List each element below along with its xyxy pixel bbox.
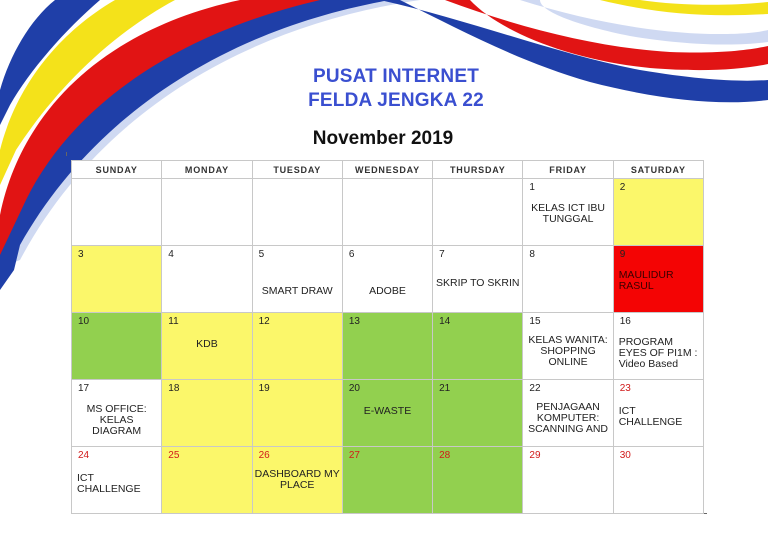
day-number: 1 bbox=[529, 182, 535, 193]
day-number: 30 bbox=[619, 450, 631, 461]
event-label: KELAS ICT IBU TUNGGAL bbox=[531, 202, 605, 225]
day-number: 23 bbox=[619, 383, 631, 394]
event-label: KDB bbox=[196, 338, 218, 350]
day-number: 22 bbox=[529, 383, 541, 394]
day-number: 26 bbox=[258, 450, 270, 461]
day-cell-23 bbox=[613, 380, 703, 447]
month-title: November 2019 bbox=[312, 128, 454, 149]
day-number: 17 bbox=[78, 383, 90, 394]
day-cell-24 bbox=[72, 447, 162, 514]
day-cell-9 bbox=[613, 246, 703, 313]
day-cell-27 bbox=[342, 447, 432, 514]
day-number: 27 bbox=[348, 450, 360, 461]
weekday-friday: FRIDAY bbox=[523, 161, 613, 179]
event-label: MAULIDUR RASUL bbox=[618, 269, 674, 292]
day-number: 20 bbox=[348, 383, 360, 394]
event-label: SMART DRAW bbox=[261, 285, 333, 297]
day-number: 7 bbox=[439, 249, 445, 260]
empty-day-cell bbox=[162, 179, 252, 246]
empty-day-cell bbox=[342, 179, 432, 246]
day-cell-29 bbox=[523, 447, 613, 514]
day-number: 5 bbox=[258, 249, 265, 260]
day-cell-1 bbox=[523, 179, 613, 246]
day-cell-28 bbox=[433, 447, 523, 514]
day-number: 4 bbox=[168, 249, 174, 260]
calendar-week-row bbox=[72, 179, 704, 246]
weekday-monday: MONDAY bbox=[162, 161, 252, 179]
calendar-grid bbox=[71, 160, 704, 514]
day-number: 21 bbox=[439, 383, 451, 394]
day-number: 9 bbox=[619, 249, 626, 260]
day-cell-8 bbox=[523, 246, 613, 313]
day-cell-3 bbox=[72, 246, 162, 313]
day-number: 11 bbox=[168, 316, 179, 327]
weekday-saturday: SATURDAY bbox=[613, 161, 703, 179]
day-cell-20 bbox=[342, 380, 432, 447]
day-number: 25 bbox=[168, 450, 180, 461]
crop-mark bbox=[66, 152, 71, 156]
event-label: MS OFFICE: KELAS DIAGRAM bbox=[86, 403, 147, 437]
day-number: 2 bbox=[619, 182, 626, 193]
calendar-week-row bbox=[72, 313, 704, 380]
day-cell-7 bbox=[433, 246, 523, 313]
day-number: 13 bbox=[348, 316, 360, 327]
empty-day-cell bbox=[433, 179, 523, 246]
day-number: 28 bbox=[439, 450, 451, 461]
day-number: 3 bbox=[78, 249, 84, 260]
day-number: 15 bbox=[529, 316, 541, 327]
day-cell-30 bbox=[613, 447, 703, 514]
day-cell-4 bbox=[162, 246, 252, 313]
empty-day-cell bbox=[72, 179, 162, 246]
day-cell-5 bbox=[252, 246, 342, 313]
event-label: ADOBE bbox=[369, 285, 406, 297]
day-cell-16 bbox=[613, 313, 703, 380]
weekday-sunday: SUNDAY bbox=[72, 161, 162, 179]
weekday-header-row bbox=[72, 161, 704, 179]
day-number: 14 bbox=[439, 316, 451, 327]
day-cell-18 bbox=[162, 380, 252, 447]
event-label: PROGRAM EYES OF PI1M : Video Based bbox=[618, 336, 698, 370]
empty-day-cell bbox=[252, 179, 342, 246]
event-label: PENJAGAAN KOMPUTER: SCANNING AND bbox=[528, 401, 609, 435]
day-number: 12 bbox=[258, 316, 270, 327]
day-number: 18 bbox=[168, 383, 180, 394]
centre-location-title: FELDA JENGKA 22 bbox=[308, 90, 484, 111]
day-number: 10 bbox=[78, 316, 90, 327]
event-label: ICT CHALLENGE bbox=[618, 405, 683, 428]
day-cell-10 bbox=[72, 313, 162, 380]
event-label: SKRIP TO SKRIN bbox=[436, 277, 520, 289]
event-label: E-WASTE bbox=[363, 405, 412, 417]
event-label: KELAS WANITA: SHOPPING ONLINE bbox=[528, 334, 608, 368]
day-cell-19 bbox=[252, 380, 342, 447]
day-cell-25 bbox=[162, 447, 252, 514]
day-cell-11 bbox=[162, 313, 252, 380]
day-number: 8 bbox=[529, 249, 535, 260]
day-cell-17 bbox=[72, 380, 162, 447]
day-number: 24 bbox=[78, 450, 90, 461]
weekday-tuesday: TUESDAY bbox=[252, 161, 342, 179]
calendar-week-row bbox=[72, 380, 704, 447]
day-number: 16 bbox=[619, 316, 631, 327]
day-cell-2 bbox=[613, 179, 703, 246]
weekday-wednesday: WEDNESDAY bbox=[342, 161, 432, 179]
event-label: ICT CHALLENGE bbox=[77, 472, 141, 495]
day-cell-22 bbox=[523, 380, 613, 447]
crop-mark bbox=[704, 513, 707, 514]
day-number: 19 bbox=[258, 383, 270, 394]
day-cell-26 bbox=[252, 447, 342, 514]
day-cell-15 bbox=[523, 313, 613, 380]
centre-name-title: PUSAT INTERNET bbox=[312, 66, 480, 87]
event-label: DASHBOARD MY PLACE bbox=[254, 468, 340, 491]
day-cell-12 bbox=[252, 313, 342, 380]
calendar-week-row bbox=[72, 447, 704, 514]
day-cell-13 bbox=[342, 313, 432, 380]
day-number: 6 bbox=[348, 249, 355, 260]
day-number: 29 bbox=[529, 450, 541, 461]
weekday-thursday: THURSDAY bbox=[433, 161, 523, 179]
calendar-week-row bbox=[72, 246, 704, 313]
day-cell-6 bbox=[342, 246, 432, 313]
day-cell-21 bbox=[433, 380, 523, 447]
day-cell-14 bbox=[433, 313, 523, 380]
